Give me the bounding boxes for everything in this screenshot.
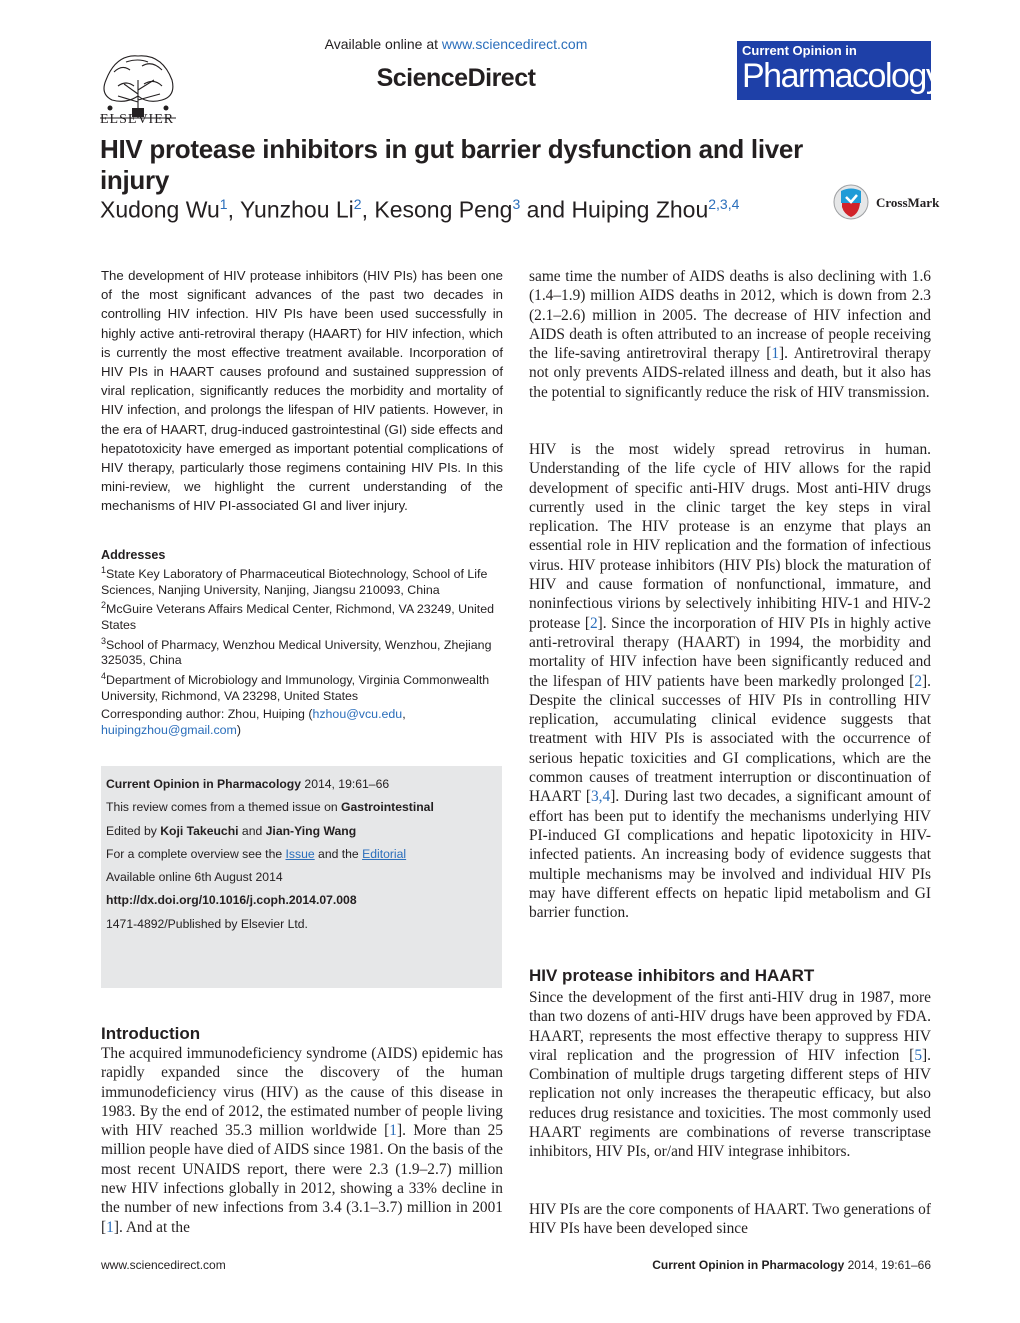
body-text: ]. Antiretroviral therapy not only prevents AIDS-related illness and death, but it also has the potential to significantly reduce the risk of HIV transmission.: [529, 345, 931, 401]
footer-citation: [652, 1258, 931, 1272]
overview-prefix: For a complete overview see the: [106, 847, 286, 861]
address-item: [101, 598, 503, 633]
author-separator: ,: [361, 196, 375, 223]
address-text: School of Pharmacy, Wenzhou Medical University, Wenzhou, Zhejiang 325035, China: [101, 637, 492, 668]
corresponding-suffix: ): [236, 723, 242, 737]
author-affiliation[interactable]: 2: [353, 196, 362, 212]
journal-logo-top: Current Opinion in: [742, 43, 857, 58]
doi-link[interactable]: http://dx.doi.org/10.1016/j.coph.2014.07.008: [106, 893, 357, 907]
address-text: McGuire Veterans Affairs Medical Center, Richmond, VA 23249, United States: [101, 602, 494, 633]
body-paragraph: [529, 988, 931, 1162]
reference-link[interactable]: 1: [106, 1218, 114, 1236]
editor-name: Jian-Ying Wang: [265, 824, 357, 838]
address-item: [101, 634, 503, 669]
available-date: Available online 6th August 2014: [106, 870, 283, 884]
body-paragraph: [529, 440, 931, 922]
reference-link[interactable]: 1: [389, 1122, 397, 1140]
body-text: same time the number of AIDS deaths is also declining with 1.6 (1.4–1.9) million AIDS deaths in 2012, which is down from 2.3 (2.1–2.6) million in 2005. The decrease of HIV infection and AIDS death is often attributed to an increase of people receiving the life-saving antiretroviral therapy [: [529, 268, 931, 363]
crossmark-badge[interactable]: [833, 183, 943, 223]
author-separator: and: [520, 196, 572, 223]
editorial-link[interactable]: Editorial: [362, 847, 407, 861]
address-list: [101, 563, 503, 704]
address-number: 1: [101, 565, 107, 575]
themed-issue: [106, 800, 434, 814]
address-number: 3: [101, 635, 107, 646]
footer-journal: Current Opinion in Pharmacology: [652, 1258, 845, 1272]
author-affiliation[interactable]: 3: [512, 196, 521, 212]
body-paragraph: HIV PIs are the core components of HAART. Two generations of HIV PIs have been developed since: [529, 1201, 931, 1238]
author-name: Kesong Peng: [374, 196, 513, 223]
author-affiliation[interactable]: 1: [219, 196, 228, 212]
crossmark-label: CrossMark: [876, 195, 940, 210]
corresponding-prefix: Corresponding author: Zhou, Huiping (: [101, 707, 313, 721]
author-name: Huiping Zhou: [571, 196, 709, 223]
editors: [106, 824, 356, 838]
body-paragraph: [529, 267, 931, 402]
publisher-logo-text: ELSEVIER: [100, 112, 175, 127]
overview-mid: and the: [314, 847, 363, 861]
author-affiliation[interactable]: 2,3,4: [708, 196, 740, 212]
introduction-paragraph: [101, 1044, 503, 1237]
footer-url[interactable]: www.sciencedirect.com: [101, 1258, 226, 1272]
article-info-box: [101, 766, 502, 988]
reference-link[interactable]: 1: [771, 345, 780, 363]
corresponding-author: [101, 706, 503, 738]
author-list: [100, 196, 739, 224]
body-text: ]. Combination of multiple drugs targeting different steps of HIV replication not only increases the therapeutic efficacy, but also reduces drug resistance and toxicities. The most commonly used HAART regiments are combinations of reverse transcriptase inhibitors, HIV PIs, or/and HIV integrase inhibitors.: [529, 1046, 931, 1161]
comma: ,: [402, 707, 406, 721]
journal-cite: 2014, 19:61–66: [301, 777, 390, 791]
intro-text: ]. And at the: [113, 1218, 190, 1236]
journal-citation: [106, 777, 389, 791]
address-item: [101, 669, 503, 704]
abstract: The development of HIV protease inhibitors (HIV PIs) has been one of the most significant advances of the past two decades in controlling HIV infection. HIV PIs have been used successfully in highly active anti-retroviral therapy (HAART) for HIV infection, which is currently the most effective treatment available. Incorporation of HIV PIs in HAART causes profound and sustained suppression of viral replication, significantly reduces the morbidity and mortality of HIV infection, and prolongs the lifespan of HIV patients. However, in the era of HAART, drug-induced gastrointestinal (GI) side effects and hepatotoxicity have emerged as important potential complications of HIV therapy, particularly those regimens containing HIV PIs. In this mini-review, we highlight the current understanding of the mechanisms of HIV PI-associated GI and liver injury.: [101, 268, 503, 514]
body-text: ]. During last two decades, a significant amount of effort has been put to identify the mechanisms underlying HIV PI-induced GI complications and hepatic lipotoxicity in HIV-infected patients. An increasing body of evidence suggests that multiple mechanisms may be involved and individual HIV PIs may have different effects on hepatic lipid metabolism and GI barrier function.: [529, 788, 931, 922]
sciencedirect-link[interactable]: www.sciencedirect.com: [441, 36, 588, 52]
reference-link[interactable]: 5: [914, 1046, 923, 1064]
address-text: Department of Microbiology and Immunology, Virginia Commonwealth University, Richmond, VA 23298, United States: [101, 673, 490, 703]
journal-logo-bottom: Pharmacology: [742, 57, 942, 95]
address-text: State Key Laboratory of Pharmaceutical Biotechnology, School of Life Sciences, Nanjing University, Nanjing, Jiangsu 210093, China: [101, 567, 488, 597]
addresses-heading: Addresses: [101, 548, 166, 562]
footer-cite: 2014, 19:61–66: [844, 1258, 931, 1272]
author-separator: ,: [227, 196, 240, 223]
crossmark-icon: [833, 183, 873, 223]
author-name: Xudong Wu: [100, 196, 220, 223]
editor-name: Koji Takeuchi: [160, 824, 239, 838]
editor-and: and: [238, 824, 266, 838]
journal-logo: [737, 41, 942, 100]
available-prefix: Available online at: [324, 36, 442, 52]
body-text: ]. Despite the clinical successes of HIV PIs in controlling HIV replication, accumulating clinical evidence suggests that treatment with HIV PIs is associated with the occurrence of serious hepatic toxicities and GI complications, which are the common causes of treatment interruption or discontinuation of HAART [: [529, 672, 931, 806]
body-text: HIV is the most widely spread retrovirus in human. Understanding of the life cycle of HIV allows for the rapid development of specific anti-HIV drugs. Most anti-HIV drugs currently used in the clinic target the key steps in viral replication. The HIV protease is an enzyme that plays an essential role in HIV replication and the formation of infectious virus. HIV protease inhibitors (HIV PIs) block the maturation of HIV and cause formation of nonfunctional, immature, and noninfectious virions by selectively inhibiting HIV-1 and HIV-2 protease [: [529, 441, 931, 632]
intro-text: ]. More than 25 million people have died of AIDS since 1981. On the basis of the most recent UNAIDS report, there were 2.3 (1.9–2.7) million new HIV infections globally in 2012, showing a 33% decline in the number of new infections from 3.4 (3.1–3.7) million in 2001 [: [101, 1122, 503, 1236]
sciencedirect-wordmark: ScienceDirect: [376, 64, 536, 92]
address-item: [101, 563, 503, 598]
body-text: ]. Since the incorporation of HIV PIs in highly active anti-retroviral therapy (HAART) in 1994, the morbidity and mortality of HIV infection have been significantly reduced and the lifespan of HIV patients have been markedly prolonged [: [529, 614, 931, 690]
reference-link[interactable]: 2: [914, 672, 923, 690]
email-link[interactable]: hzhou@vcu.edu: [312, 707, 403, 721]
issue-link[interactable]: Issue: [285, 847, 315, 861]
issue-prefix: This review comes from a themed issue on: [106, 800, 342, 814]
intro-text: The acquired immunodeficiency syndrome (AIDS) epidemic has rapidly expanded since the discovery of the human immunodeficiency virus (HIV) as the cause of this disease in 1983. By the end of 2012, the estimated number of people living with HIV reached 35.3 million worldwide [: [101, 1045, 503, 1140]
address-number: 2: [101, 600, 107, 611]
edited-prefix: Edited by: [106, 824, 161, 838]
reference-link[interactable]: 2: [589, 614, 598, 632]
address-number: 4: [101, 670, 107, 681]
reference-link[interactable]: 3,4: [590, 788, 611, 806]
body-text: Since the development of the first anti-HIV drug in 1987, more than two dozens of anti-HIV drugs have been approved by FDA. HAART, represents the most effective therapy to suppress HIV viral replication and the progression of HIV infection [: [529, 989, 931, 1064]
author-name: Yunzhou Li: [239, 196, 354, 223]
introduction-heading: Introduction: [101, 1024, 201, 1043]
email-link[interactable]: huipingzhou@gmail.com: [101, 723, 237, 737]
issn-line: 1471-4892/Published by Elsevier Ltd.: [106, 917, 308, 931]
overview-line: [106, 847, 406, 861]
issue-topic: Gastrointestinal: [341, 800, 434, 814]
journal-name: Current Opinion in Pharmacology: [106, 777, 302, 791]
article-title: HIV protease inhibitors in gut barrier dysfunction and liver injury: [100, 134, 803, 195]
section-heading: HIV protease inhibitors and HAART: [529, 966, 815, 985]
